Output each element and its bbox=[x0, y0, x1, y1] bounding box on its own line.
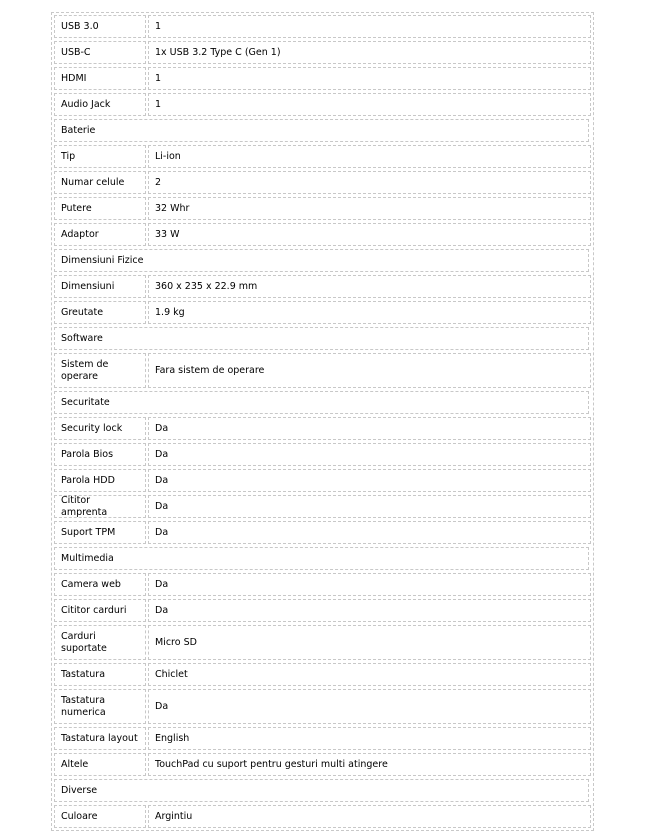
section-header-row bbox=[54, 547, 591, 570]
spec-label: Audio Jack bbox=[54, 93, 146, 116]
spec-row bbox=[54, 15, 591, 38]
spec-row bbox=[54, 41, 591, 64]
section-title: Dimensiuni Fizice bbox=[54, 249, 589, 272]
spec-label: Suport TPM bbox=[54, 521, 146, 544]
spec-row bbox=[54, 443, 591, 466]
spec-label: Greutate bbox=[54, 301, 146, 324]
spec-value: Da bbox=[148, 443, 591, 466]
spec-row bbox=[54, 275, 591, 298]
spec-value: Da bbox=[148, 689, 591, 724]
spec-row bbox=[54, 599, 591, 622]
spec-value: 1 bbox=[148, 67, 591, 90]
section-header-row bbox=[54, 119, 591, 142]
section-header-row bbox=[54, 327, 591, 350]
spec-label: Culoare bbox=[54, 805, 146, 828]
spec-row bbox=[54, 171, 591, 194]
section-header-row bbox=[54, 249, 591, 272]
spec-label: Carduri suportate bbox=[54, 625, 146, 660]
spec-label: USB-C bbox=[54, 41, 146, 64]
spec-label: Tastatura numerica bbox=[54, 689, 146, 724]
spec-value: Da bbox=[148, 495, 591, 518]
spec-value: 32 Whr bbox=[148, 197, 591, 220]
section-title: Baterie bbox=[54, 119, 589, 142]
spec-row bbox=[54, 353, 591, 388]
spec-value: Micro SD bbox=[148, 625, 591, 660]
spec-row bbox=[54, 663, 591, 686]
section-title: Software bbox=[54, 327, 589, 350]
section-title: Securitate bbox=[54, 391, 589, 414]
spec-row bbox=[54, 521, 591, 544]
spec-label: Putere bbox=[54, 197, 146, 220]
spec-value: Da bbox=[148, 521, 591, 544]
spec-label: Altele bbox=[54, 753, 146, 776]
spec-label: Dimensiuni bbox=[54, 275, 146, 298]
spec-table bbox=[51, 12, 594, 831]
spec-row bbox=[54, 93, 591, 116]
spec-row bbox=[54, 805, 591, 828]
spec-value: TouchPad cu suport pentru gesturi multi atingere bbox=[148, 753, 591, 776]
spec-value: 1.9 kg bbox=[148, 301, 591, 324]
spec-value: Fara sistem de operare bbox=[148, 353, 591, 388]
spec-row bbox=[54, 67, 591, 90]
spec-row bbox=[54, 145, 591, 168]
spec-row bbox=[54, 753, 591, 776]
spec-row bbox=[54, 197, 591, 220]
spec-label: Cititor carduri bbox=[54, 599, 146, 622]
spec-value: 1 bbox=[148, 15, 591, 38]
spec-label: Camera web bbox=[54, 573, 146, 596]
spec-row bbox=[54, 223, 591, 246]
spec-value: Argintiu bbox=[148, 805, 591, 828]
spec-value: Da bbox=[148, 599, 591, 622]
spec-row bbox=[54, 495, 591, 518]
spec-value: Chiclet bbox=[148, 663, 591, 686]
spec-value: 1 bbox=[148, 93, 591, 116]
spec-row bbox=[54, 301, 591, 324]
spec-row bbox=[54, 417, 591, 440]
section-header-row bbox=[54, 779, 591, 802]
spec-value: 1x USB 3.2 Type C (Gen 1) bbox=[148, 41, 591, 64]
spec-label: Numar celule bbox=[54, 171, 146, 194]
spec-row bbox=[54, 689, 591, 724]
section-header-row bbox=[54, 391, 591, 414]
spec-label: Adaptor bbox=[54, 223, 146, 246]
spec-label: Parola HDD bbox=[54, 469, 146, 492]
spec-label: USB 3.0 bbox=[54, 15, 146, 38]
spec-label: Security lock bbox=[54, 417, 146, 440]
spec-row bbox=[54, 573, 591, 596]
spec-label: Cititor amprenta bbox=[54, 495, 146, 518]
spec-row bbox=[54, 727, 591, 750]
spec-value: 360 x 235 x 22.9 mm bbox=[148, 275, 591, 298]
spec-value: Li-ion bbox=[148, 145, 591, 168]
spec-value: 33 W bbox=[148, 223, 591, 246]
spec-label: Tip bbox=[54, 145, 146, 168]
spec-label: HDMI bbox=[54, 67, 146, 90]
section-title: Multimedia bbox=[54, 547, 589, 570]
spec-label: Tastatura bbox=[54, 663, 146, 686]
spec-value: English bbox=[148, 727, 591, 750]
spec-label: Parola Bios bbox=[54, 443, 146, 466]
spec-value: 2 bbox=[148, 171, 591, 194]
spec-value: Da bbox=[148, 573, 591, 596]
spec-value: Da bbox=[148, 469, 591, 492]
spec-row bbox=[54, 625, 591, 660]
spec-label: Sistem de operare bbox=[54, 353, 146, 388]
spec-value: Da bbox=[148, 417, 591, 440]
spec-row bbox=[54, 469, 591, 492]
spec-label: Tastatura layout bbox=[54, 727, 146, 750]
section-title: Diverse bbox=[54, 779, 589, 802]
